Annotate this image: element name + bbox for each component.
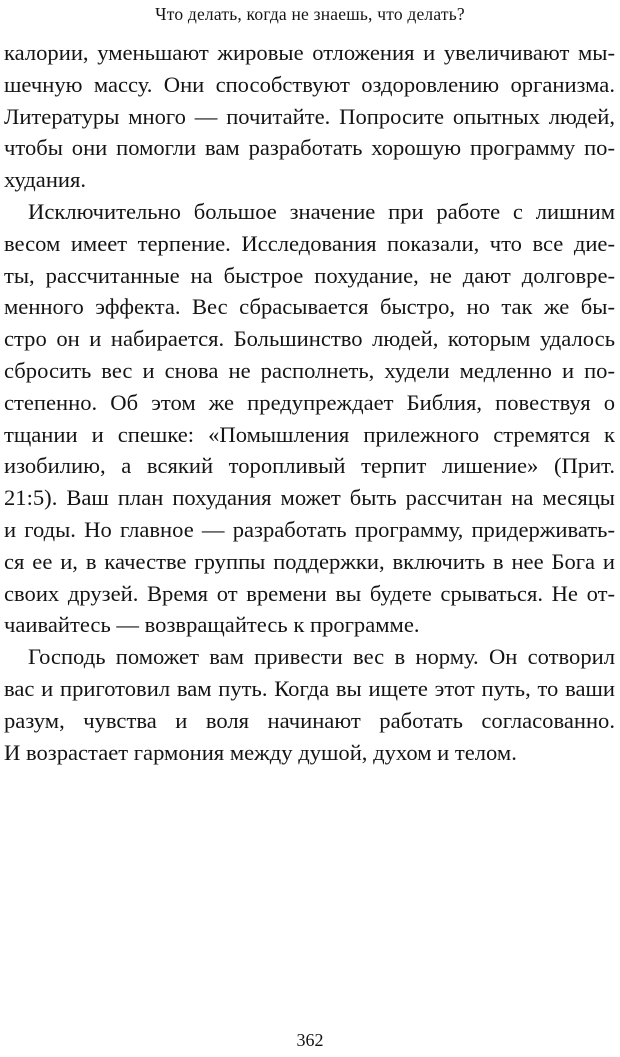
text-line: и годы. Но главное — разработать программу, придерживать- bbox=[4, 516, 615, 542]
text-line: Господь поможет вам привести вес в норму. Он сотворил bbox=[28, 644, 615, 670]
text-line: вас и приготовил вам путь. Когда вы ищете этот путь, то ваши bbox=[4, 675, 615, 701]
text-line: тщании и спешке: «Помышления прилежного стремятся к bbox=[4, 421, 615, 447]
text-line: менного эффекта. Вес сбрасывается быстро, но так же бы- bbox=[4, 294, 615, 320]
text-line: чаивайтесь — возвращайтесь к программе. bbox=[4, 612, 420, 638]
text-line: шечную массу. Они способствуют оздоровлению организма. bbox=[4, 71, 615, 97]
text-line: чтобы они помогли вам разработать хорошую программу по- bbox=[4, 135, 615, 161]
body-text bbox=[4, 37, 615, 768]
page-number: 362 bbox=[296, 1030, 324, 1050]
text-line: стро он и набирается. Большинство людей, которым удалось bbox=[4, 326, 615, 352]
text-line: худания. bbox=[4, 167, 87, 193]
text-line: И возрастает гармония между душой, духом и телом. bbox=[4, 739, 517, 765]
text-line: Исключительно большое значение при работе с лишним bbox=[28, 198, 615, 224]
text-line: разум, чувства и воля начинают работать согласованно. bbox=[4, 707, 615, 733]
text-line: ты, рассчитанные на быстрое похудание, не дают долговре- bbox=[4, 262, 615, 288]
text-line: весом имеет терпение. Исследования показали, что все дие- bbox=[4, 230, 615, 256]
text-line: сбросить вес и снова не располнеть, худели медленно и по- bbox=[4, 357, 615, 383]
text-line: ся ее и, в качестве группы поддержки, включить в нее Бога и bbox=[4, 548, 615, 574]
text-line: изобилию, а всякий торопливый терпит лишение» (Прит. bbox=[4, 453, 615, 479]
running-header: Что делать, когда не знаешь, что делать? bbox=[155, 4, 465, 24]
text-line: калории, уменьшают жировые отложения и увеличивают мы- bbox=[4, 40, 615, 65]
text-line: степенно. Об этом же предупреждает Библия, повествуя о bbox=[4, 389, 615, 415]
text-line: 21:5). Ваш план похудания может быть рассчитан на месяцы bbox=[4, 485, 615, 511]
text-line: Литературы много — почитайте. Попросите опытных людей, bbox=[4, 103, 615, 129]
text-line: своих друзей. Время от времени вы будете срываться. Не от- bbox=[4, 580, 615, 606]
